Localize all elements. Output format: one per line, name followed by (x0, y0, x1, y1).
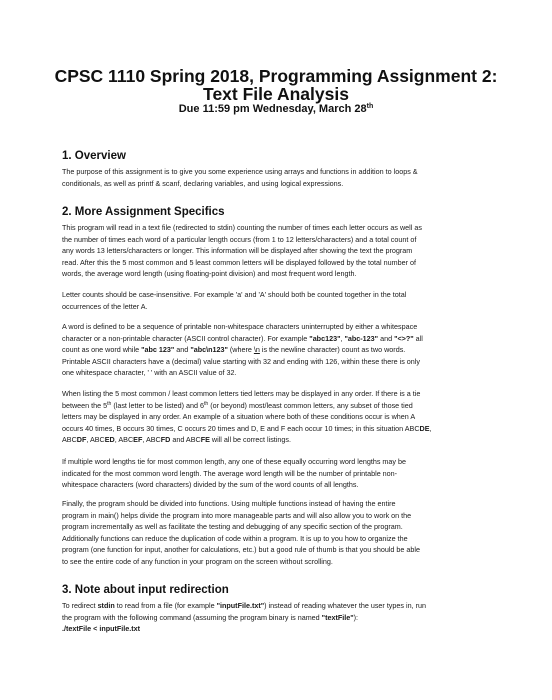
text-run: , ABC (114, 435, 134, 444)
text-line: Printable ASCII characters have a (decimal) value starting with 32 and ending with 126, within these there is only (62, 356, 420, 366)
redirection-command (62, 623, 494, 635)
text-run: character or a non-printable character (ASCII control character). For example (62, 333, 310, 343)
text-line: program (one function for input, another for calculations, etc.) but a good rule of thumb is that you should be able (62, 545, 420, 554)
text-run: , ABC (86, 435, 105, 444)
text-run-bold: DE (419, 423, 430, 433)
text-line: program incrementally as well as facilitate the testing and debugging of any specific section of the program. (62, 522, 403, 531)
text-line: conditionals, as well as printf & scanf, declaring variables, and using logical expressions. (62, 178, 344, 188)
text-run: (last letter to be listed) and 6 (111, 400, 205, 410)
text-run: ABC (62, 435, 77, 444)
text-run: ) instead of reading whatever the user types in, run (264, 601, 426, 610)
text-run: the program with the following command (assuming the program binary is named (62, 612, 322, 622)
text-line: This program will read in a text file (redirected to stdin) counting the number of times each letter occurs as well as (62, 223, 422, 232)
text-line (62, 400, 494, 412)
text-run: and ABC (170, 435, 201, 444)
due-date-suffix: th (366, 103, 374, 110)
text-run: To redirect (62, 601, 98, 610)
text-run-bold: "abc 123" (141, 345, 175, 354)
text-run-bold: "abc123" (309, 333, 341, 343)
document-title-line-1: CPSC 1110 Spring 2018, Programming Assignment 2: (54, 66, 498, 86)
text-line: Letter counts should be case-insensitive. For example 'a' and 'A' should both be counted together in the total (62, 290, 407, 299)
text-run-bold: ED (104, 435, 115, 444)
text-line: A word is defined to be a sequence of printable non-whitespace characters uninterrupted by either a whitespace (62, 322, 418, 331)
text-line: words, the average word length (using floating-point division) and most frequent word length. (62, 269, 357, 278)
specifics-paragraph-6 (62, 498, 494, 567)
text-line (62, 612, 494, 624)
text-run: , (340, 333, 345, 343)
text-run: is the newline character) count as two words. (259, 345, 406, 354)
ordinal-suffix: th (204, 400, 209, 407)
text-run-bold: "textFile" (321, 612, 354, 622)
text-line (62, 344, 494, 356)
text-line: the number of times each word of a particular length occurs (from 1 to 12 letters/characters) and a total count of (62, 234, 417, 244)
document-title-line-2: Text File Analysis (203, 84, 349, 104)
text-line: If multiple word lengths tie for most common length, any one of these equally occurring word lengths may be (62, 457, 406, 466)
text-run-bold: EF (133, 435, 143, 444)
text-run: (where (227, 345, 254, 354)
text-line: one whitespace character, ' ' with an ASCII value of 32. (62, 368, 237, 377)
text-run: will all be correct listings. (209, 435, 291, 444)
text-run: , ABC (142, 435, 161, 444)
text-run-bold: DF (76, 435, 87, 444)
text-run: between the 5 (62, 400, 108, 410)
redirection-paragraph (62, 600, 494, 635)
text-line: When listing the 5 most common / least common letters tied letters may be displayed in any order. If there is a tie (62, 389, 421, 398)
overview-paragraph (62, 166, 494, 189)
due-date (0, 103, 552, 116)
text-line: indicated for the most common word length. The average word length will be the number of printable non- (62, 468, 398, 478)
text-line: Additionally functions can reduce the duplication of code within a program. It is up to you how to organize the (62, 533, 408, 543)
text-run-bold: "inputFile.txt" (216, 601, 265, 610)
text-run: and (378, 333, 395, 343)
text-run-bold: "abc-123" (344, 333, 379, 343)
specifics-heading: 2. More Assignment Specifics (62, 206, 225, 218)
command-text: ./textFile < inputFile.txt (62, 624, 141, 633)
specifics-paragraph-2 (62, 289, 494, 312)
text-line: program in main() helps divide the program into more manageable parts and will also allow you to work on the (62, 510, 412, 520)
text-run: all (413, 333, 423, 343)
text-run: to read from a file (for example (114, 601, 217, 610)
overview-heading: 1. Overview (62, 150, 126, 162)
text-line: letters may be displayed in any order. An example of a situation where both of these conditions occur is when A (62, 412, 416, 421)
text-run: (or beyond) most/least common letters, any subset of those tied (208, 400, 413, 410)
text-run: occurs 40 times, B occurs 30 times, C occurs 20 times and D, E and F each occur 10 times; in this situation ABC (62, 423, 420, 433)
text-run-underlined: \n (253, 345, 260, 354)
text-line: to see the entire code of any function in your program on the screen without scrolling. (62, 556, 333, 566)
text-line (62, 333, 494, 345)
text-line: The purpose of this assignment is to give you some experience using arrays and functions in addition to loops & (62, 167, 418, 176)
text-run-bold: "<>?" (394, 333, 414, 343)
text-run-bold: FE (200, 435, 210, 444)
text-line (62, 434, 494, 446)
text-line (62, 600, 494, 612)
text-run: and (174, 345, 191, 354)
specifics-paragraph-4 (62, 388, 494, 446)
text-line: read. After this the 5 most common and 5 least common letters will be displayed followed by the total number of (62, 257, 416, 267)
text-run: , (429, 423, 432, 433)
specifics-paragraph-1 (62, 222, 494, 280)
specifics-paragraph-5 (62, 456, 494, 491)
text-run: count as one word while (62, 345, 142, 354)
text-run-bold: stdin (97, 601, 115, 610)
specifics-paragraph-3 (62, 321, 494, 379)
text-line (62, 423, 494, 435)
text-line: occurrences of the letter A. (62, 301, 148, 311)
text-run-bold: FD (160, 435, 171, 444)
ordinal-suffix: th (107, 400, 112, 407)
due-date-text: Due 11:59 pm Wednesday, March 28 (178, 103, 367, 115)
redirection-heading: 3. Note about input redirection (62, 584, 229, 596)
text-line: any words 13 letters/characters or longer. This information will be displayed after showing the text the program (62, 246, 413, 255)
text-run-bold: "abc\n123" (190, 345, 228, 354)
text-line: Finally, the program should be divided into functions. Using multiple functions instead of having the entire (62, 499, 396, 508)
text-run: ): (353, 612, 359, 622)
text-line: whitespace characters (word characters) divided by the sum of the word counts of all lengths. (62, 480, 359, 489)
